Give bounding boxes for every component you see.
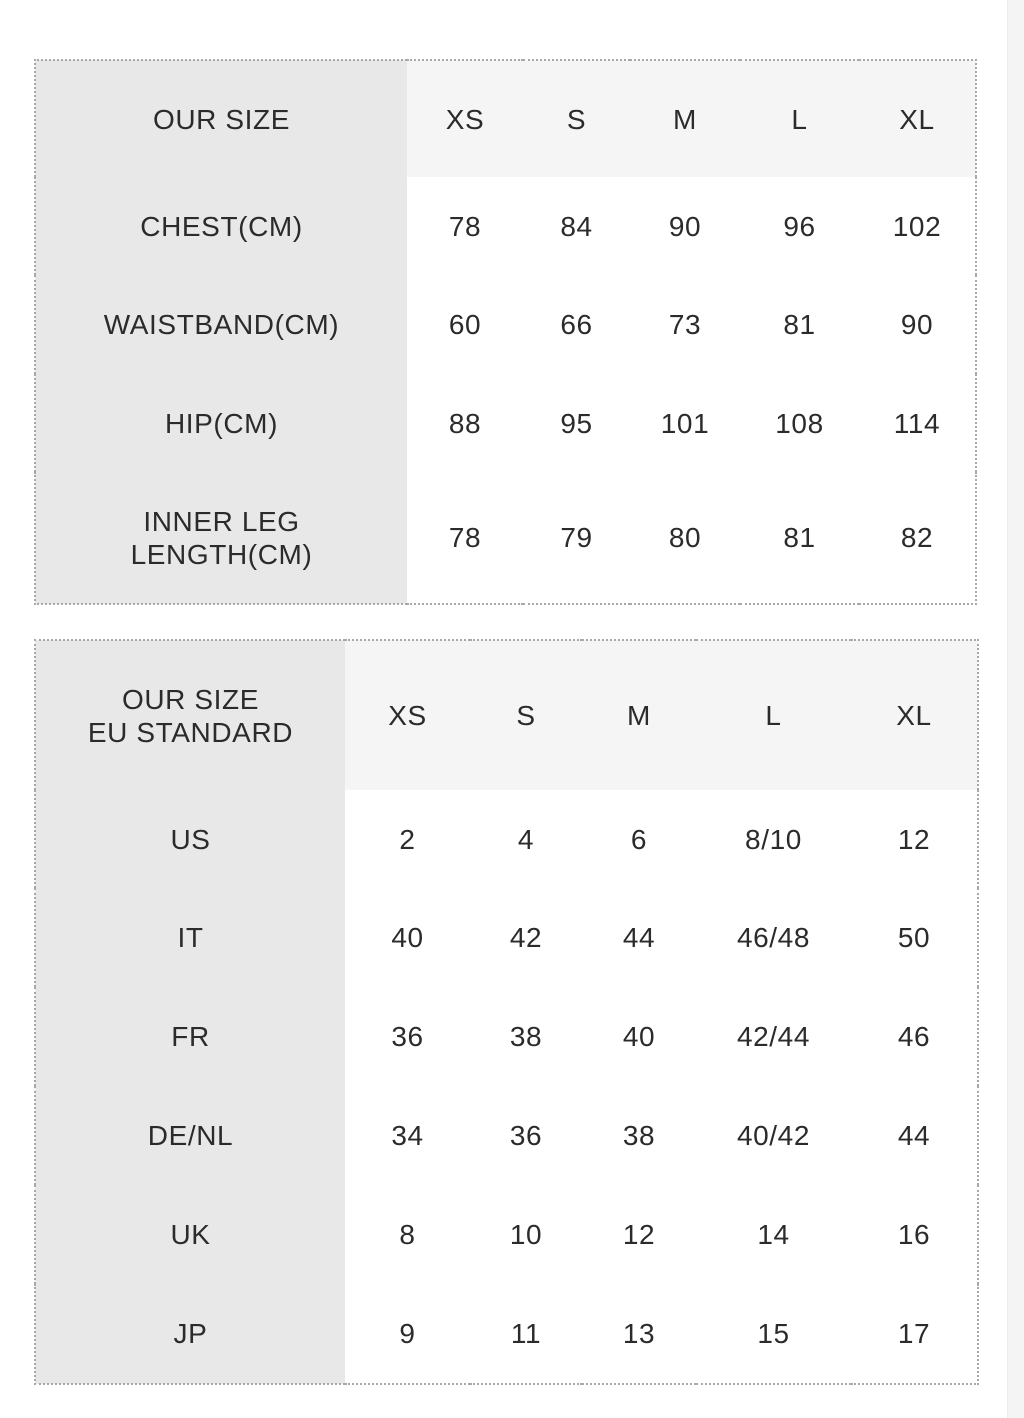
table-cell: 78	[407, 177, 523, 274]
table-cell: 82	[859, 472, 976, 604]
size-header-xl: XL	[851, 640, 978, 790]
table-cell: 8/10	[696, 790, 851, 888]
table-cell: 40/42	[696, 1086, 851, 1185]
table-cell: 80	[630, 472, 740, 604]
table-cell: 60	[407, 275, 523, 374]
table-cell: 42	[470, 888, 582, 987]
row-label-line: INNER LEG	[143, 505, 300, 537]
table-cell: 9	[345, 1284, 470, 1384]
table-cell: 81	[740, 275, 859, 374]
table-cell: 6	[582, 790, 696, 888]
table-cell: 44	[851, 1086, 978, 1185]
table-cell: 96	[740, 177, 859, 274]
table-cell: 84	[523, 177, 630, 274]
table-cell: 11	[470, 1284, 582, 1384]
table-cell: 78	[407, 472, 523, 604]
table-cell: 101	[630, 374, 740, 472]
table-cell: 12	[851, 790, 978, 888]
table-cell: 95	[523, 374, 630, 472]
table-row-chest	[35, 177, 976, 274]
row-label-hip: HIP(CM)	[35, 374, 407, 472]
table-cell: 44	[582, 888, 696, 987]
table-cell: 14	[696, 1185, 851, 1284]
size-header-m: M	[630, 60, 740, 177]
table-cell: 36	[345, 987, 470, 1086]
table-cell: 114	[859, 374, 976, 472]
size-header-l: L	[740, 60, 859, 177]
table-cell: 8	[345, 1185, 470, 1284]
table-row-waistband	[35, 275, 976, 374]
table-cell: 108	[740, 374, 859, 472]
row-label-jp: JP	[35, 1284, 345, 1384]
table-cell: 15	[696, 1284, 851, 1384]
table-cell: 90	[630, 177, 740, 274]
row-label-it: IT	[35, 888, 345, 987]
header-label-line: OUR SIZE	[121, 683, 260, 715]
size-header-l: L	[696, 640, 851, 790]
table-cell: 34	[345, 1086, 470, 1185]
table-cell: 66	[523, 275, 630, 374]
row-label-inner-leg-length	[35, 472, 407, 604]
size-header-s: S	[470, 640, 582, 790]
table-cell: 4	[470, 790, 582, 888]
row-label-fr: FR	[35, 987, 345, 1086]
table-cell: 12	[582, 1185, 696, 1284]
table-cell: 17	[851, 1284, 978, 1384]
table-cell: 16	[851, 1185, 978, 1284]
table-cell: 42/44	[696, 987, 851, 1086]
table-row-jp	[35, 1284, 978, 1384]
size-header-xs: XS	[345, 640, 470, 790]
row-label-waistband: WAISTBAND(CM)	[35, 275, 407, 374]
table-row-hip	[35, 374, 976, 472]
table-row-inner-leg-length	[35, 472, 976, 604]
row-label-us: US	[35, 790, 345, 888]
table-cell: 40	[582, 987, 696, 1086]
table-row-fr	[35, 987, 978, 1086]
table-cell: 73	[630, 275, 740, 374]
size-header-m: M	[582, 640, 696, 790]
size-header-xl: XL	[859, 60, 976, 177]
row-label-uk: UK	[35, 1185, 345, 1284]
table-cell: 13	[582, 1284, 696, 1384]
table-header-row	[35, 640, 978, 790]
our-size-eu-standard-header	[35, 640, 345, 790]
size-conversion-table	[34, 639, 979, 1385]
table-cell: 10	[470, 1185, 582, 1284]
measurements-size-table	[34, 59, 977, 605]
table-cell: 46	[851, 987, 978, 1086]
table-cell: 81	[740, 472, 859, 604]
row-label-chest: CHEST(CM)	[35, 177, 407, 274]
table-cell: 79	[523, 472, 630, 604]
table-cell: 40	[345, 888, 470, 987]
table-row-us	[35, 790, 978, 888]
table-cell: 38	[470, 987, 582, 1086]
table-row-de-nl	[35, 1086, 978, 1185]
table-cell: 50	[851, 888, 978, 987]
size-header-s: S	[523, 60, 630, 177]
scrollbar-track[interactable]	[1007, 0, 1024, 1418]
our-size-header: OUR SIZE	[35, 60, 407, 177]
table-cell: 38	[582, 1086, 696, 1185]
row-label-de-nl: DE/NL	[35, 1086, 345, 1185]
table-cell: 2	[345, 790, 470, 888]
table-cell: 102	[859, 177, 976, 274]
table-cell: 36	[470, 1086, 582, 1185]
table-cell: 88	[407, 374, 523, 472]
table-cell: 90	[859, 275, 976, 374]
table-row-it	[35, 888, 978, 987]
table-cell: 46/48	[696, 888, 851, 987]
table-header-row	[35, 60, 976, 177]
size-header-xs: XS	[407, 60, 523, 177]
row-label-line: LENGTH(CM)	[130, 538, 313, 570]
table-row-uk	[35, 1185, 978, 1284]
header-label-line: EU STANDARD	[87, 716, 294, 748]
